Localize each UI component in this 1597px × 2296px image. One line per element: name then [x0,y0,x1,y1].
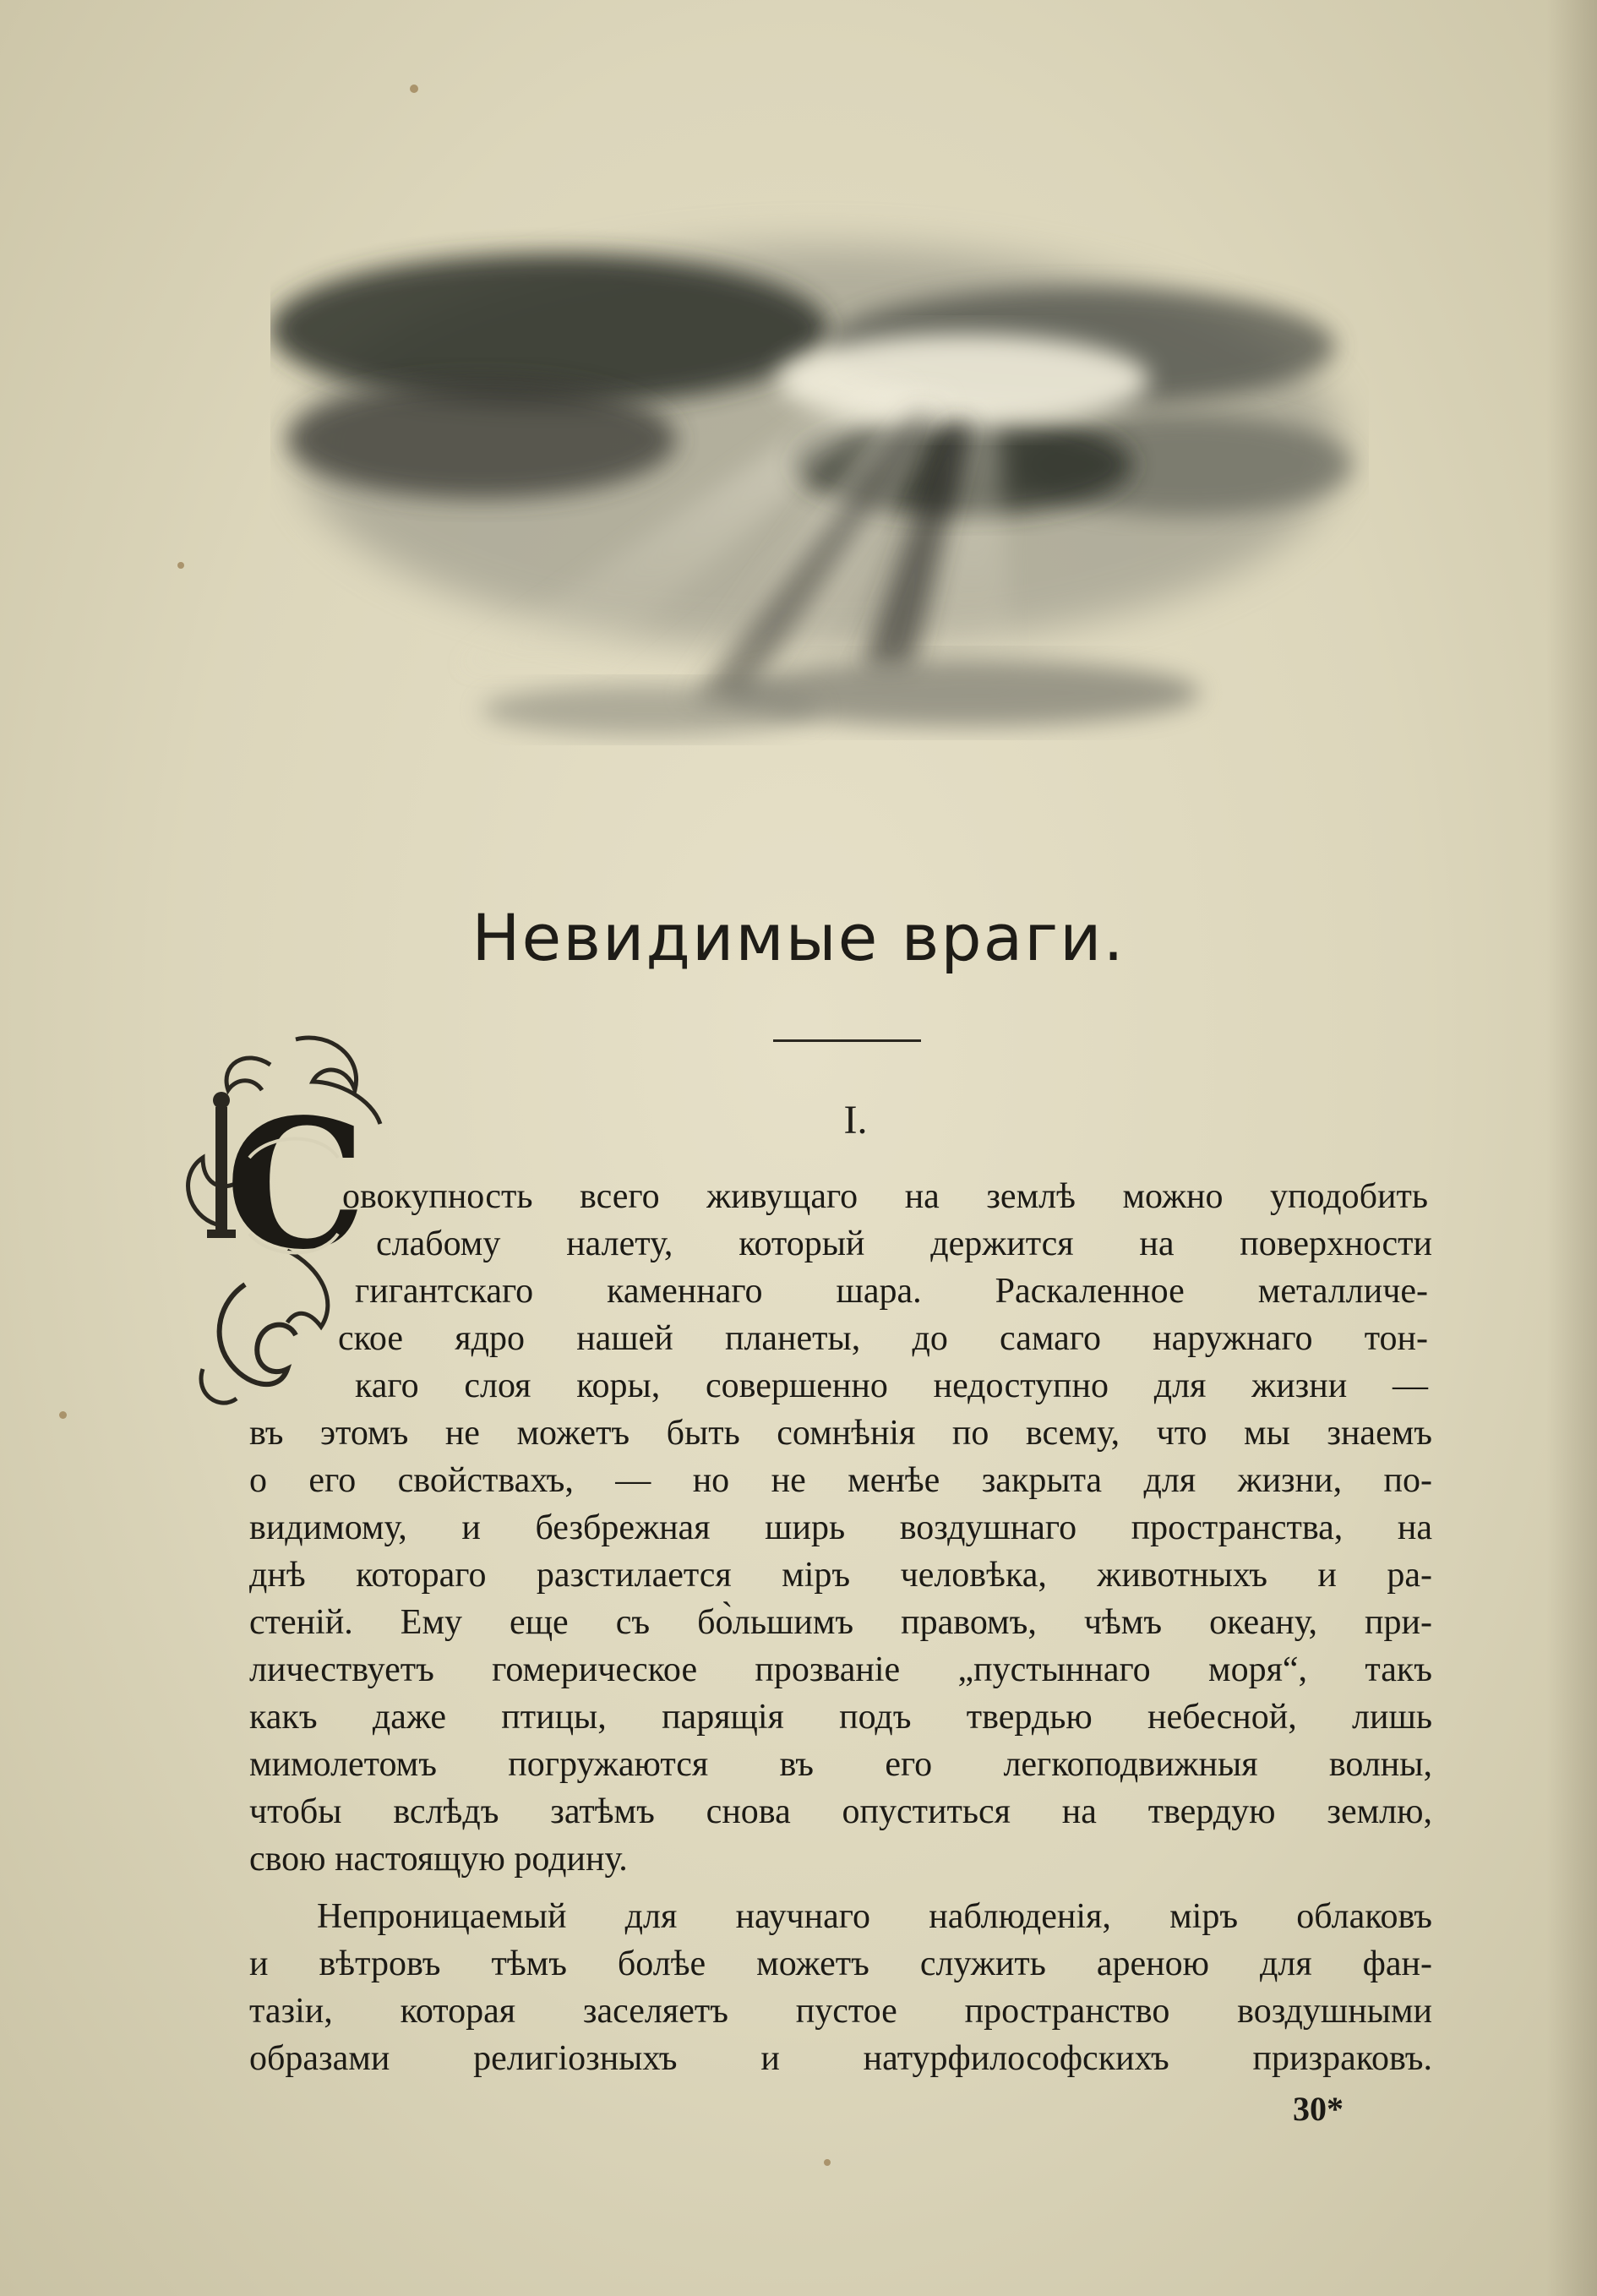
body-line: личествуетъ гомерическое прозваніе „пустыннаго моря“, такъ [249,1650,1432,1689]
body-line: мимолетомъ погружаются въ его легкоподвижныя волны, [249,1745,1432,1784]
body-line: гигантскаго каменнаго шара. Раскаленное металличе- [355,1272,1428,1311]
body-line: слабому налету, который держится на поверхности [376,1224,1432,1263]
title-divider [773,1039,921,1042]
body-line: свою настоящую родину. [249,1840,628,1879]
body-line: тазіи, которая заселяетъ пустое пространство воздушными [249,1992,1432,2031]
body-line: стеній. Ему еще съ бо̀льшимъ правомъ, чѣмъ океану, при- [249,1603,1432,1642]
body-line: видимому, и безбрежная ширь воздушнаго пространства, на [249,1508,1432,1547]
page-edge-shadow [1546,0,1597,2296]
page-number: 30* [1293,2090,1344,2128]
body-line: ское ядро нашей планеты, до самаго наружнаго тон- [338,1319,1428,1358]
paper-speck [59,1411,67,1419]
body-line: и вѣтровъ тѣмъ болѣе можетъ служить ареною для фан- [249,1944,1432,1983]
body-line: овокупность всего живущаго на землѣ можно уподобить [342,1177,1428,1216]
body-line: въ этомъ не можетъ быть сомнѣнія по всему, что мы знаемъ [249,1414,1432,1453]
clouds-sunrays-illustration [270,194,1369,769]
body-line: о его свойствахъ, — но не менѣе закрыта для жизни, по- [249,1461,1432,1500]
body-line: образами религіозныхъ и натурфилософскихъ призраковъ. [249,2039,1432,2078]
paper-speck [177,562,184,569]
paper-speck [410,85,418,93]
body-line: днѣ котораго разстилается міръ человѣка, животныхъ и ра- [249,1556,1432,1595]
paper-speck [824,2159,831,2166]
body-line: Непроницаемый для научнаго наблюденія, міръ облаковъ [317,1897,1432,1936]
body-line: какъ даже птицы, парящія подъ твердью небесной, лишь [249,1698,1432,1737]
body-line: чтобы вслѣдъ затѣмъ снова опуститься на твердую землю, [249,1792,1432,1831]
body-line: каго слоя коры, совершенно недоступно для жизни — [355,1366,1428,1405]
dropcap-letter: С [225,1080,367,1289]
chapter-title: Невидимые враги. [471,900,1126,975]
section-number: I. [843,1098,868,1143]
